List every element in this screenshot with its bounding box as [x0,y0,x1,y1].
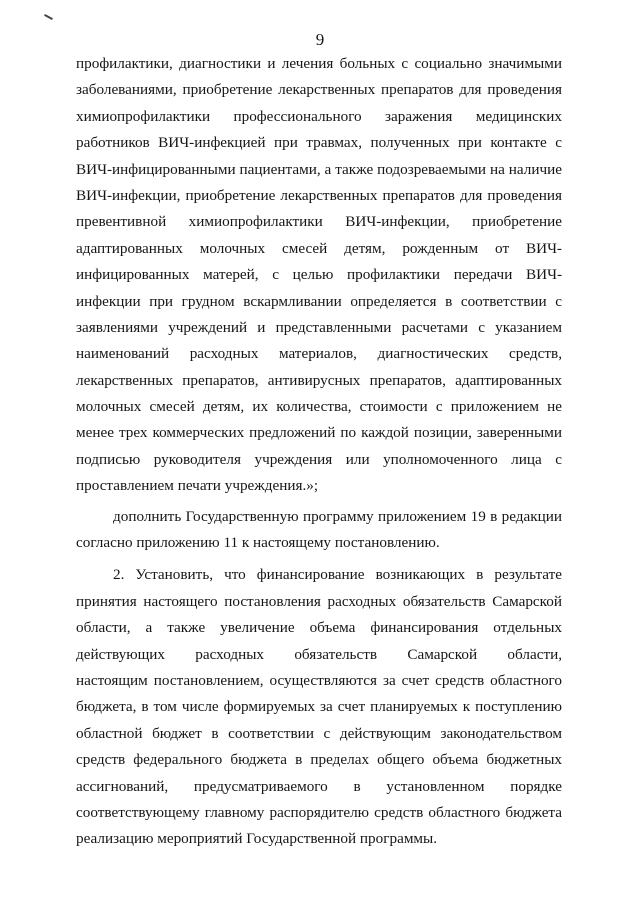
text-line: средств федерального бюджета в пределах общего объема бюджетных [76,751,562,769]
text-line: области, а также увеличение объема финансирования отдельных [76,619,562,637]
text-line: проставлением печати учреждения.»; [76,477,319,495]
text-line: адаптированных молочных смесей детям, рожденным от ВИЧ- [76,239,562,257]
text-line: заявлениями учреждений и представленными расчетами с указанием [76,318,562,336]
text-line: бюджета, в том числе формируемых за счет планируемых к поступлению [76,698,562,716]
text-line: принятия настоящего постановления расходных обязательств Самарской [76,592,562,610]
text-line: подписью руководителя учреждения или уполномоченного лица с [76,450,562,468]
scan-mark [44,14,53,20]
paragraph-item-2 [76,562,562,852]
text-line: ВИЧ-инфекции, приобретение лекарственных препаратов для проведения [76,186,562,204]
document-body [76,51,562,853]
text-line: химиопрофилактики профессионального заражения медицинских [76,107,562,125]
text-line: заболеваниями, приобретение лекарственных препаратов для проведения [76,81,562,99]
text-line: менее трех коммерческих предложений по каждой позиции, заверенными [76,424,562,442]
text-line: наименований расходных материалов, диагностических средств, [76,345,562,363]
text-line: профилактики, диагностики и лечения больных с социально значимыми [76,55,562,72]
text-line: реализацию мероприятий Государственной программы. [76,830,438,848]
text-line: ассигнований, предусматриваемого в установленном порядке [76,777,562,795]
text-line: инфекции при грудном вскармливании определяется в соответствии с [76,292,562,310]
text-line: ВИЧ-инфицированными пациентами, а также подозреваемыми на наличие [76,160,562,178]
paragraph-continuation [76,51,562,500]
paragraph-addition [76,504,562,557]
text-line: соответствующему главному распорядителю средств областного бюджета [76,803,562,821]
text-line: инфицированных матерей, с целью профилактики передачи ВИЧ- [76,266,562,284]
text-line: согласно приложению 11 к настоящему постановлению. [76,534,440,552]
text-line: превентивной химиопрофилактики ВИЧ-инфекции, приобретение [76,213,562,231]
text-line: 2. Установить, что финансирование возникающих в результате [113,566,562,584]
text-line: областной бюджет в соответствии с действующим законодательством [76,724,562,742]
text-line: работников ВИЧ-инфекцией при травмах, полученных при контакте с [76,134,562,152]
text-line: действующих расходных обязательств Самарской области, [76,645,562,663]
text-line: дополнить Государственную программу приложением 19 в редакции [113,507,562,525]
text-line: лекарственных препаратов, антивирусных препаратов, адаптированных [76,371,562,389]
text-line: настоящим постановлением, осуществляются за счет средств областного [76,671,562,689]
page-number: 9 [315,30,325,49]
text-line: молочных смесей детям, их количества, стоимости с приложением не [76,398,562,416]
